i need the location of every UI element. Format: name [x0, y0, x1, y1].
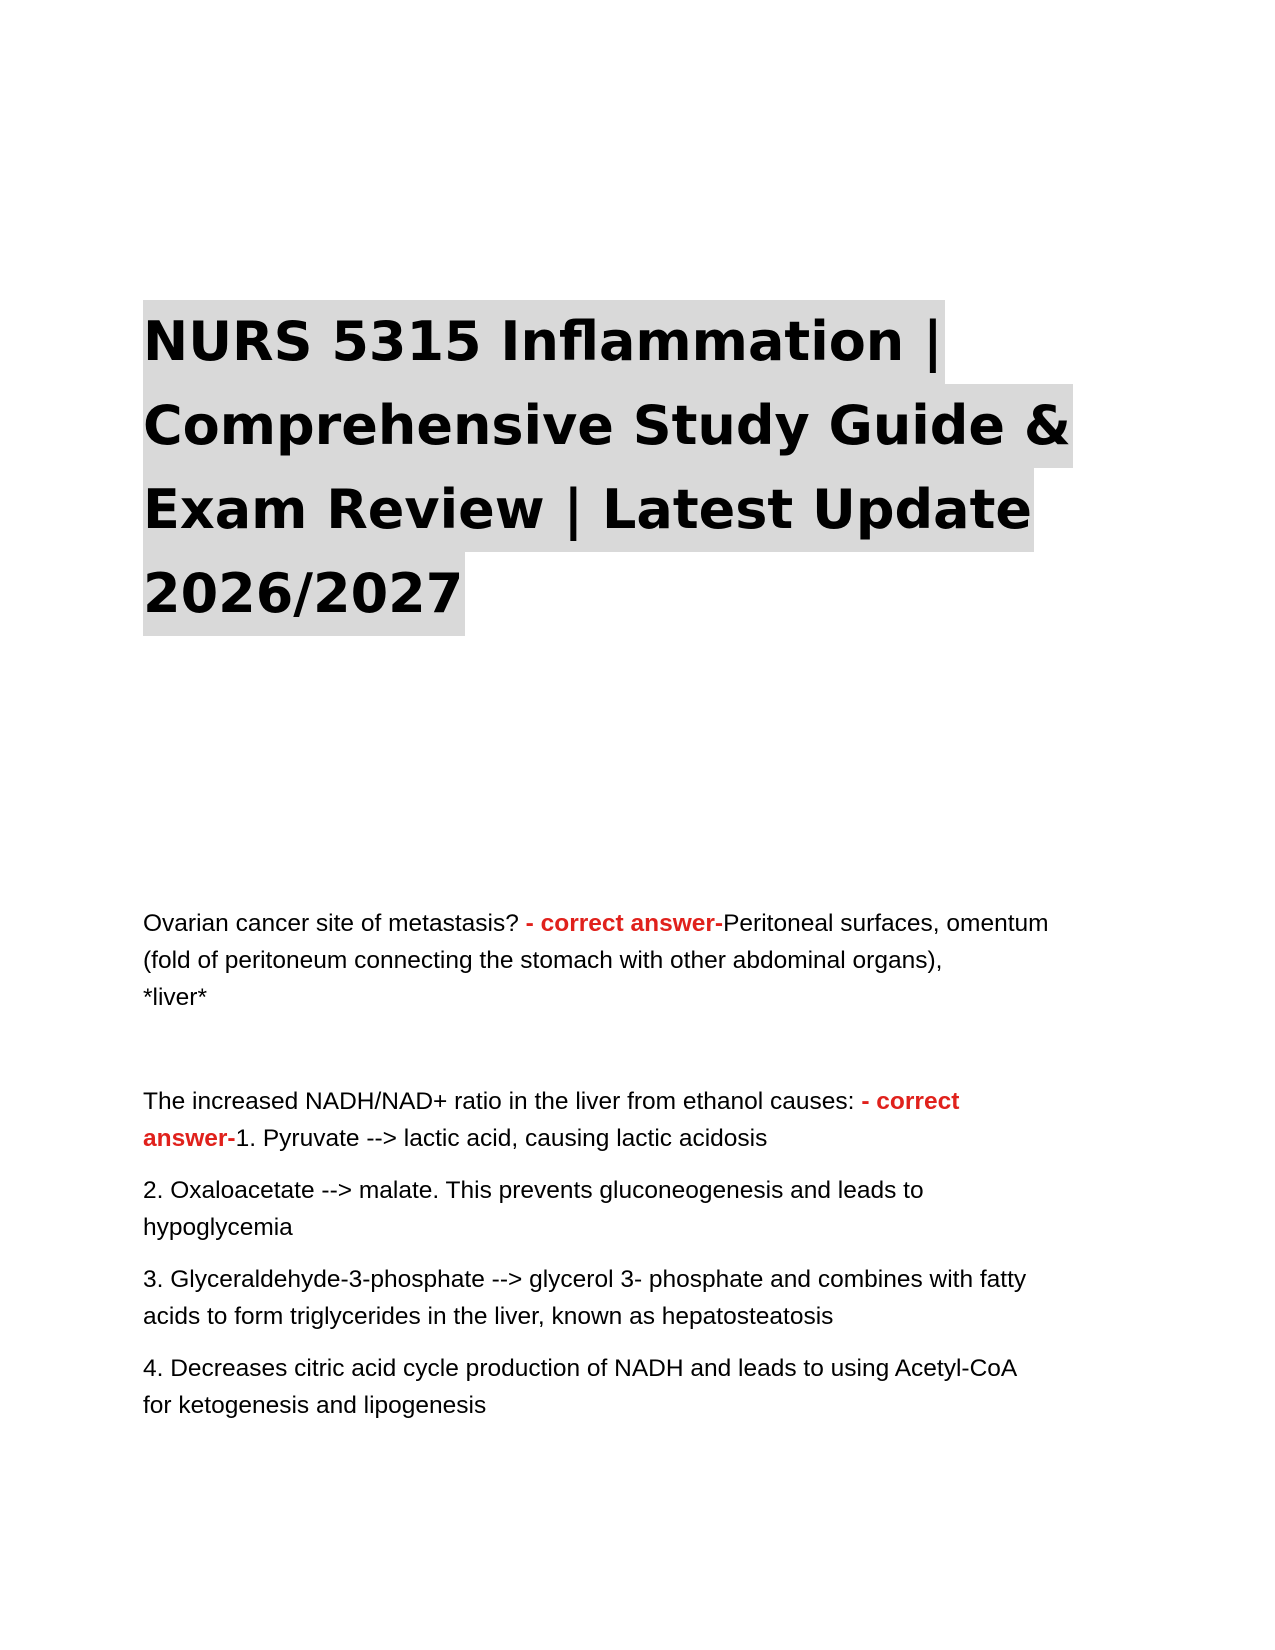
list-item [143, 1350, 1083, 1424]
title-line-2: Comprehensive Study Guide & [143, 384, 1073, 468]
answer-text: Peritoneal surfaces, omentum [723, 910, 1049, 937]
answer-text: 1. Pyruvate --> lactic acid, causing lactic acidosis [235, 1125, 768, 1152]
document-title [143, 300, 1103, 636]
list-item-line: for ketogenesis and lipogenesis [143, 1392, 487, 1419]
list-item-line: hypoglycemia [143, 1214, 293, 1241]
answer-text: (fold of peritoneum connecting the stomach with other abdominal organs), [143, 947, 943, 974]
list-item-line: acids to form triglycerides in the liver, known as hepatosteatosis [143, 1303, 834, 1330]
title-line-1: NURS 5315 Inflammation | [143, 300, 945, 384]
title-line-4: 2026/2027 [143, 552, 465, 636]
qa-2-line-2 [143, 1120, 1083, 1157]
qa-block-1 [143, 905, 1083, 1016]
list-item [143, 1261, 1083, 1335]
question-text: Ovarian cancer site of metastasis? [143, 910, 526, 937]
list-item-line: 3. Glyceraldehyde-3-phosphate --> glycerol 3- phosphate and combines with fatty [143, 1266, 1027, 1293]
answer-marker: - correct [861, 1088, 960, 1115]
answer-marker: - correct answer- [525, 910, 724, 937]
answer-text: *liver* [143, 984, 207, 1011]
title-line-3: Exam Review | Latest Update [143, 468, 1034, 552]
qa-1-line-1 [143, 905, 1083, 942]
list-item-line: 2. Oxaloacetate --> malate. This prevents gluconeogenesis and leads to [143, 1177, 924, 1204]
answer-marker: answer- [143, 1125, 236, 1152]
qa-block-2 [143, 1083, 1083, 1157]
qa-2-line-1 [143, 1083, 1083, 1120]
list-item [143, 1172, 1083, 1246]
question-text: The increased NADH/NAD+ ratio in the liver from ethanol causes: [143, 1088, 862, 1115]
list-item-line: 4. Decreases citric acid cycle production of NADH and leads to using Acetyl-CoA [143, 1355, 1018, 1382]
